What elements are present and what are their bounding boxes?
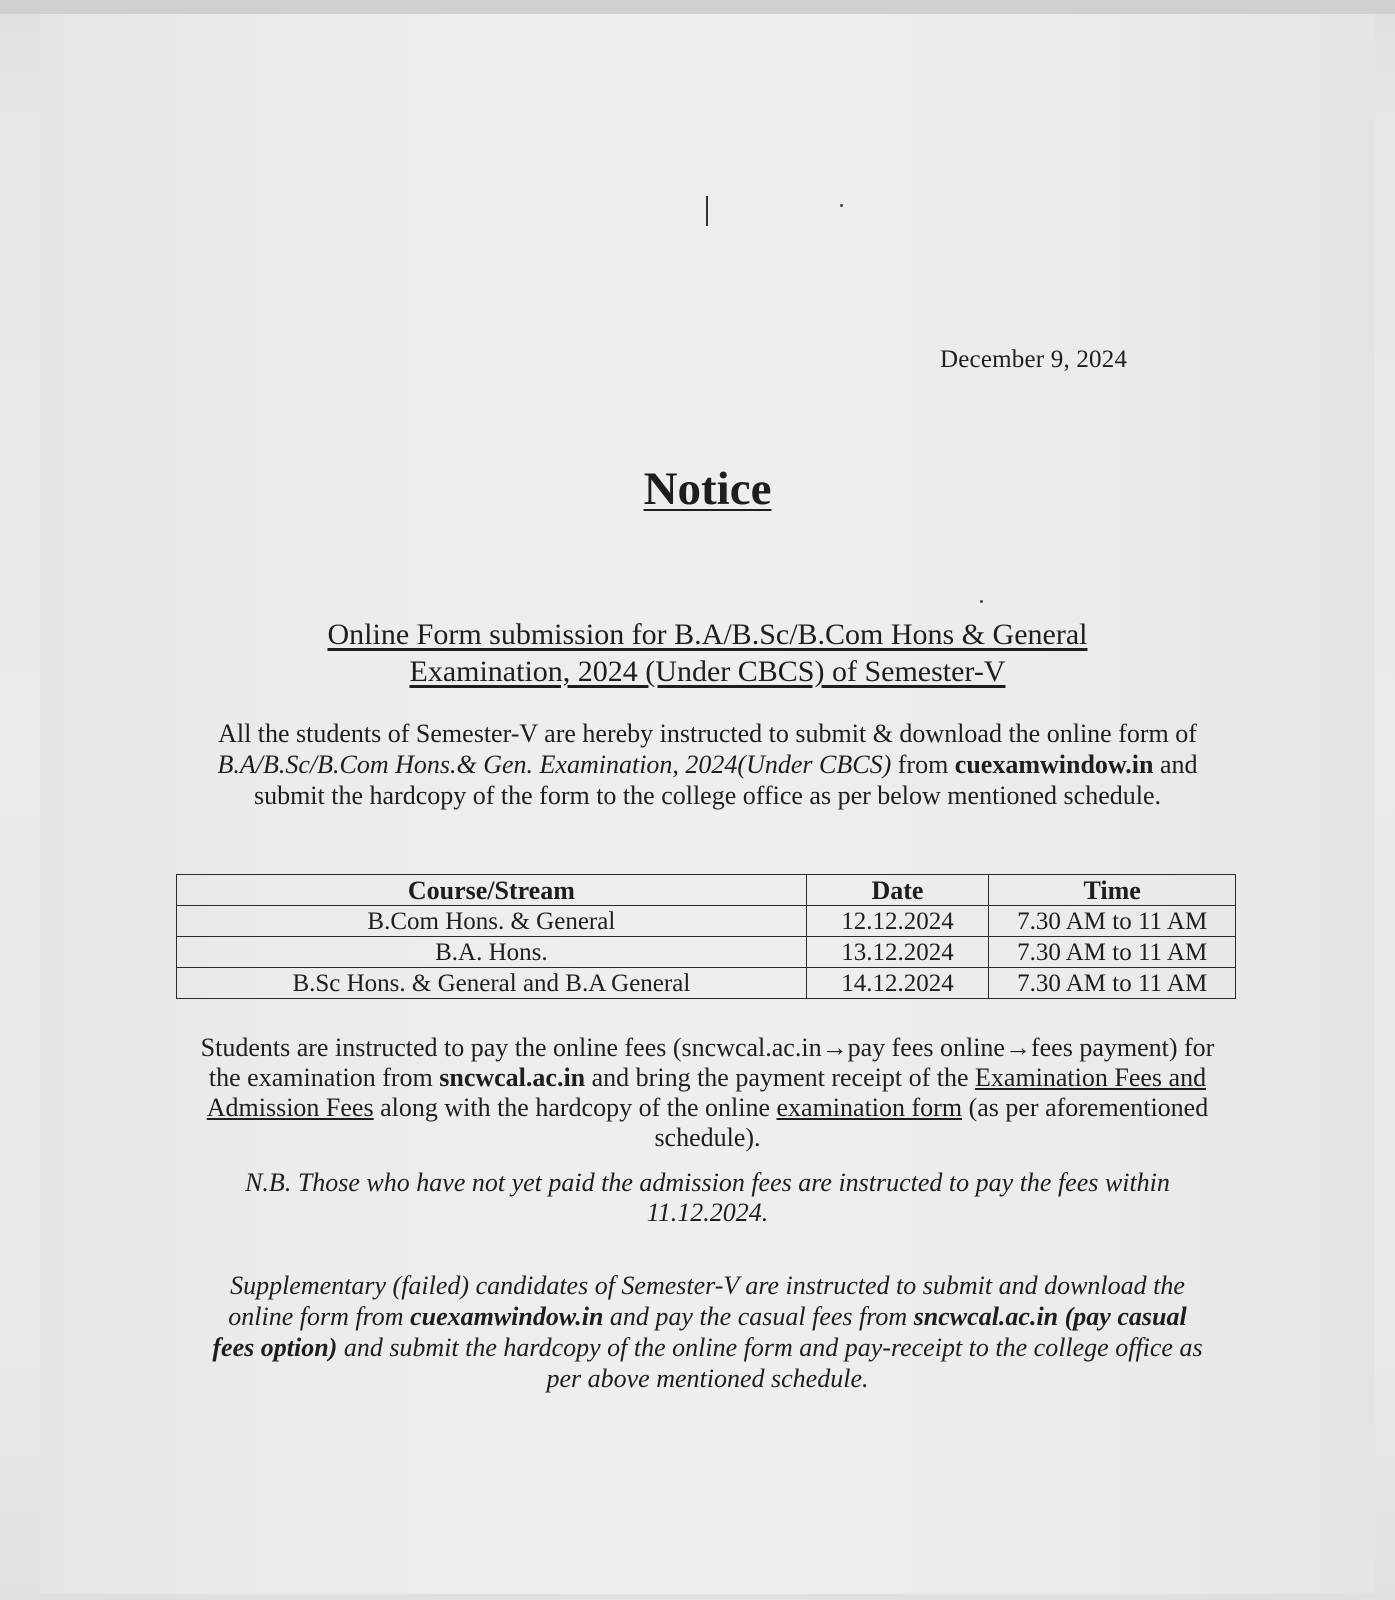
fees-text: (as per aforementioned schedule).	[654, 1093, 1209, 1152]
notice-subject	[200, 616, 1215, 690]
cell-date: 12.12.2024	[806, 906, 989, 937]
instruction-text: from	[891, 750, 955, 779]
fees-text: and bring the payment receipt of the	[585, 1063, 976, 1092]
exam-form-label: examination form	[776, 1093, 963, 1122]
text-cursor	[706, 196, 708, 226]
header-date: Date	[806, 875, 989, 906]
instruction-paragraph	[180, 718, 1235, 811]
instruction-text: All the students of Semester-V are hereby instructed to submit & download the online form of	[218, 719, 1197, 748]
table-header-row	[177, 875, 1236, 906]
cell-time: 7.30 AM to 11 AM	[989, 937, 1236, 968]
header-time: Time	[989, 875, 1236, 906]
fees-paragraph	[195, 1033, 1220, 1153]
header-course: Course/Stream	[177, 875, 807, 906]
schedule-table	[176, 874, 1236, 999]
table-row	[177, 968, 1236, 999]
cell-date: 13.12.2024	[806, 937, 989, 968]
cell-time: 7.30 AM to 11 AM	[989, 968, 1236, 999]
fees-text: along with the hardcopy of the online	[373, 1093, 777, 1122]
cell-time: 7.30 AM to 11 AM	[989, 906, 1236, 937]
dust-speck	[840, 204, 843, 207]
supplementary-paragraph	[205, 1270, 1210, 1394]
notice-date: December 9, 2024	[940, 346, 1128, 373]
supplementary-text: and pay the casual fees from	[603, 1302, 914, 1331]
nb-note: N.B. Those who have not yet paid the admission fees are instructed to pay the fees within 11.12.2024.	[245, 1168, 1170, 1227]
table-row	[177, 906, 1236, 937]
cell-date: 14.12.2024	[806, 968, 989, 999]
subject-line-2: Examination, 2024 (Under CBCS) of Semester-V	[409, 655, 1006, 688]
college-site-link: sncwcal.ac.in	[439, 1063, 586, 1092]
table-row	[177, 937, 1236, 968]
supplementary-text: and submit the hardcopy of the online form and pay-receipt to the college office as per above mentioned schedule.	[337, 1333, 1203, 1393]
supplementary-text: Supplementary (failed) candidates of Semester-V are instructed to submit and download the online form from	[228, 1271, 1185, 1331]
exam-portal-link: cuexamwindow.in	[954, 750, 1154, 779]
fees-type: Examination Fees and Admission Fees	[206, 1063, 1207, 1122]
dust-speck	[980, 600, 983, 603]
notice-title: Notice	[643, 463, 772, 515]
instruction-text: and submit the hardcopy of the form to the college office as per below mentioned schedule.	[253, 750, 1198, 810]
exam-portal-link: cuexamwindow.in	[410, 1302, 604, 1331]
cell-course: B.A. Hons.	[177, 937, 807, 968]
cell-course: B.Com Hons. & General	[177, 906, 807, 937]
monitor-top-edge	[0, 0, 1395, 14]
casual-fees-link: sncwcal.ac.in (pay casual fees option)	[212, 1302, 1187, 1362]
cell-course: B.Sc Hons. & General and B.A General	[177, 968, 807, 999]
exam-name: B.A/B.Sc/B.Com Hons.& Gen. Examination, 2024(Under CBCS)	[217, 750, 892, 779]
fees-text: Students are instructed to pay the online fees (sncwcal.ac.in→pay fees online→fees payment) for the examination from	[200, 1033, 1215, 1092]
subject-line-1: Online Form submission for B.A/B.Sc/B.Com Hons & General	[327, 618, 1088, 651]
